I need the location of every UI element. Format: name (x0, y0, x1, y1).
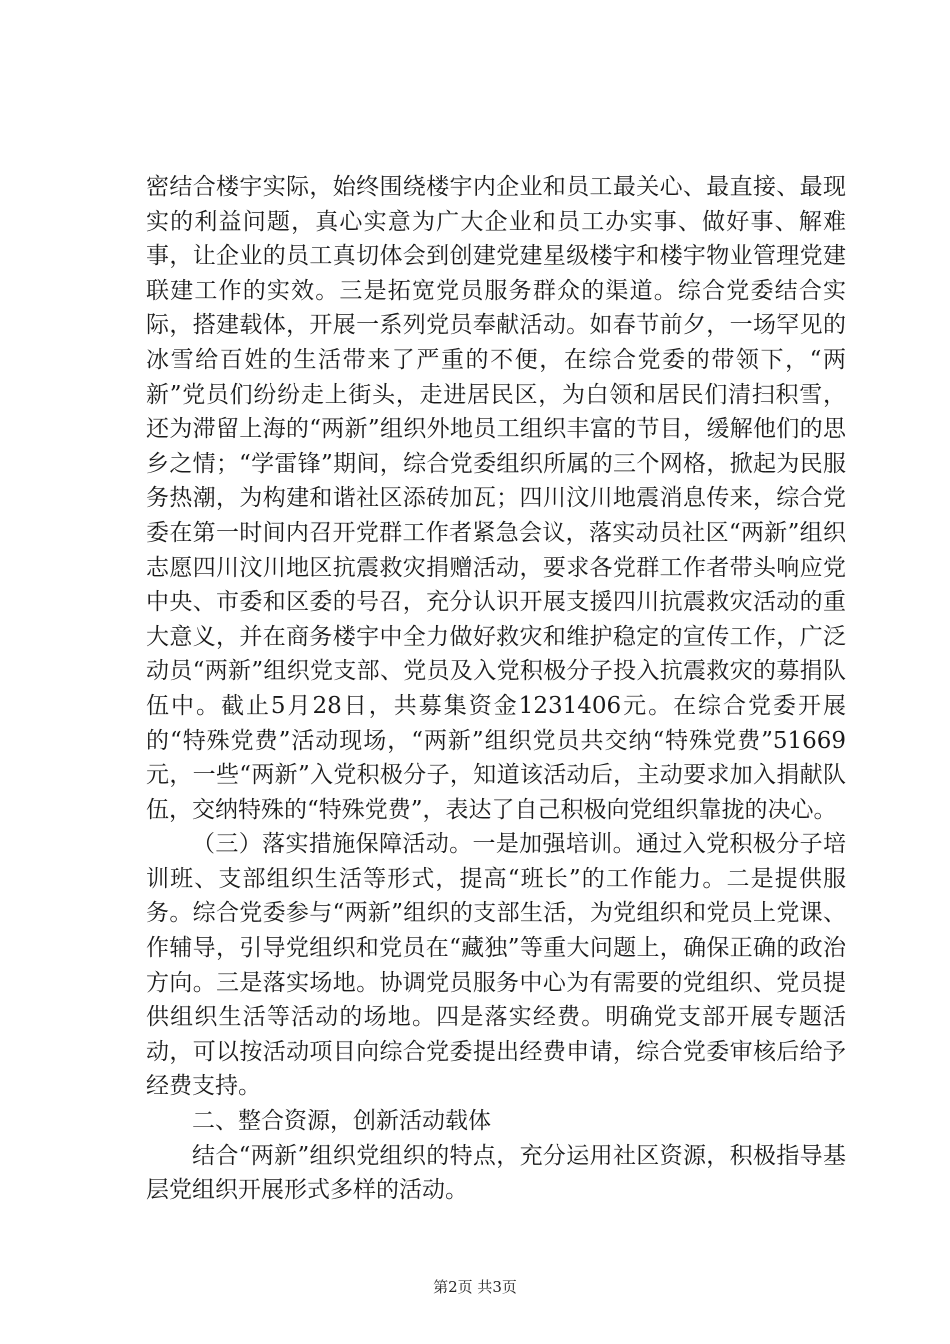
page-number-footer: 第2页 共3页 (433, 1278, 517, 1296)
document-body (146, 170, 846, 1208)
paragraph-3: 结合“两新”组织党组织的特点，充分运用社区资源，积极指导基层党组织开展形式多样的活动。 (146, 1142, 846, 1204)
section-heading: 二、整合资源，创新活动载体 (192, 1108, 491, 1135)
paragraph-2: （三）落实措施保障活动。一是加强培训。通过入党积极分子培训班、支部组织生活等形式，提高“班长”的工作能力。二是提供服务。综合党委参与“两新”组织的支部生活，为党组织和党员上党课、作辅导，引导党组织和党员在“藏独”等重大问题上，确保正确的政治方向。三是落实场地。协调党员服务中心为有需要的党组织、党员提供组织生活等活动的场地。四是落实经费。明确党支部开展专题活动，可以按活动项目向综合党委提出经费申请，综合党委审核后给予经费支持。 (146, 831, 846, 1100)
paragraph-1: 密结合楼宇实际，始终围绕楼宇内企业和员工最关心、最直接、最现实的利益问题，真心实意为广大企业和员工办实事、做好事、解难事，让企业的员工真切体会到创建党建星级楼宇和楼宇物业管理党建联建工作的实效。三是拓宽党员服务群众的渠道。综合党委结合实际，搭建载体，开展一系列党员奉献活动。如春节前夕，一场罕见的冰雪给百姓的生活带来了严重的不便，在综合党委的带领下，“两新”党员们纷纷走上街头，走进居民区，为白领和居民们清扫积雪，还为滞留上海的“两新”组织外地员工组织丰富的节目，缓解他们的思乡之情；“学雷锋”期间，综合党委组织所属的三个网格，掀起为民服务热潮，为构建和谐社区添砖加瓦；四川汶川地震消息传来，综合党委在第一时间内召开党群工作者紧急会议，落实动员社区“两新”组织志愿四川汶川地区抗震救灾捐赠活动，要求各党群工作者带头响应党中央、市委和区委的号召，充分认识开展支援四川抗震救灾活动的重大意义，并在商务楼宇中全力做好救灾和维护稳定的宣传工作，广泛动员“两新”组织党支部、党员及入党积极分子投入抗震救灾的募捐队伍中。截止5月28日，共募集资金1231406元。在综合党委开展的“特殊党费”活动现场，“两新”组织党员共交纳“特殊党费”51669元，一些“两新”入党积极分子，知道该活动后，主动要求加入捐献队伍，交纳特殊的“特殊党费”，表达了自己积极向党组织靠拢的决心。 (146, 174, 846, 823)
